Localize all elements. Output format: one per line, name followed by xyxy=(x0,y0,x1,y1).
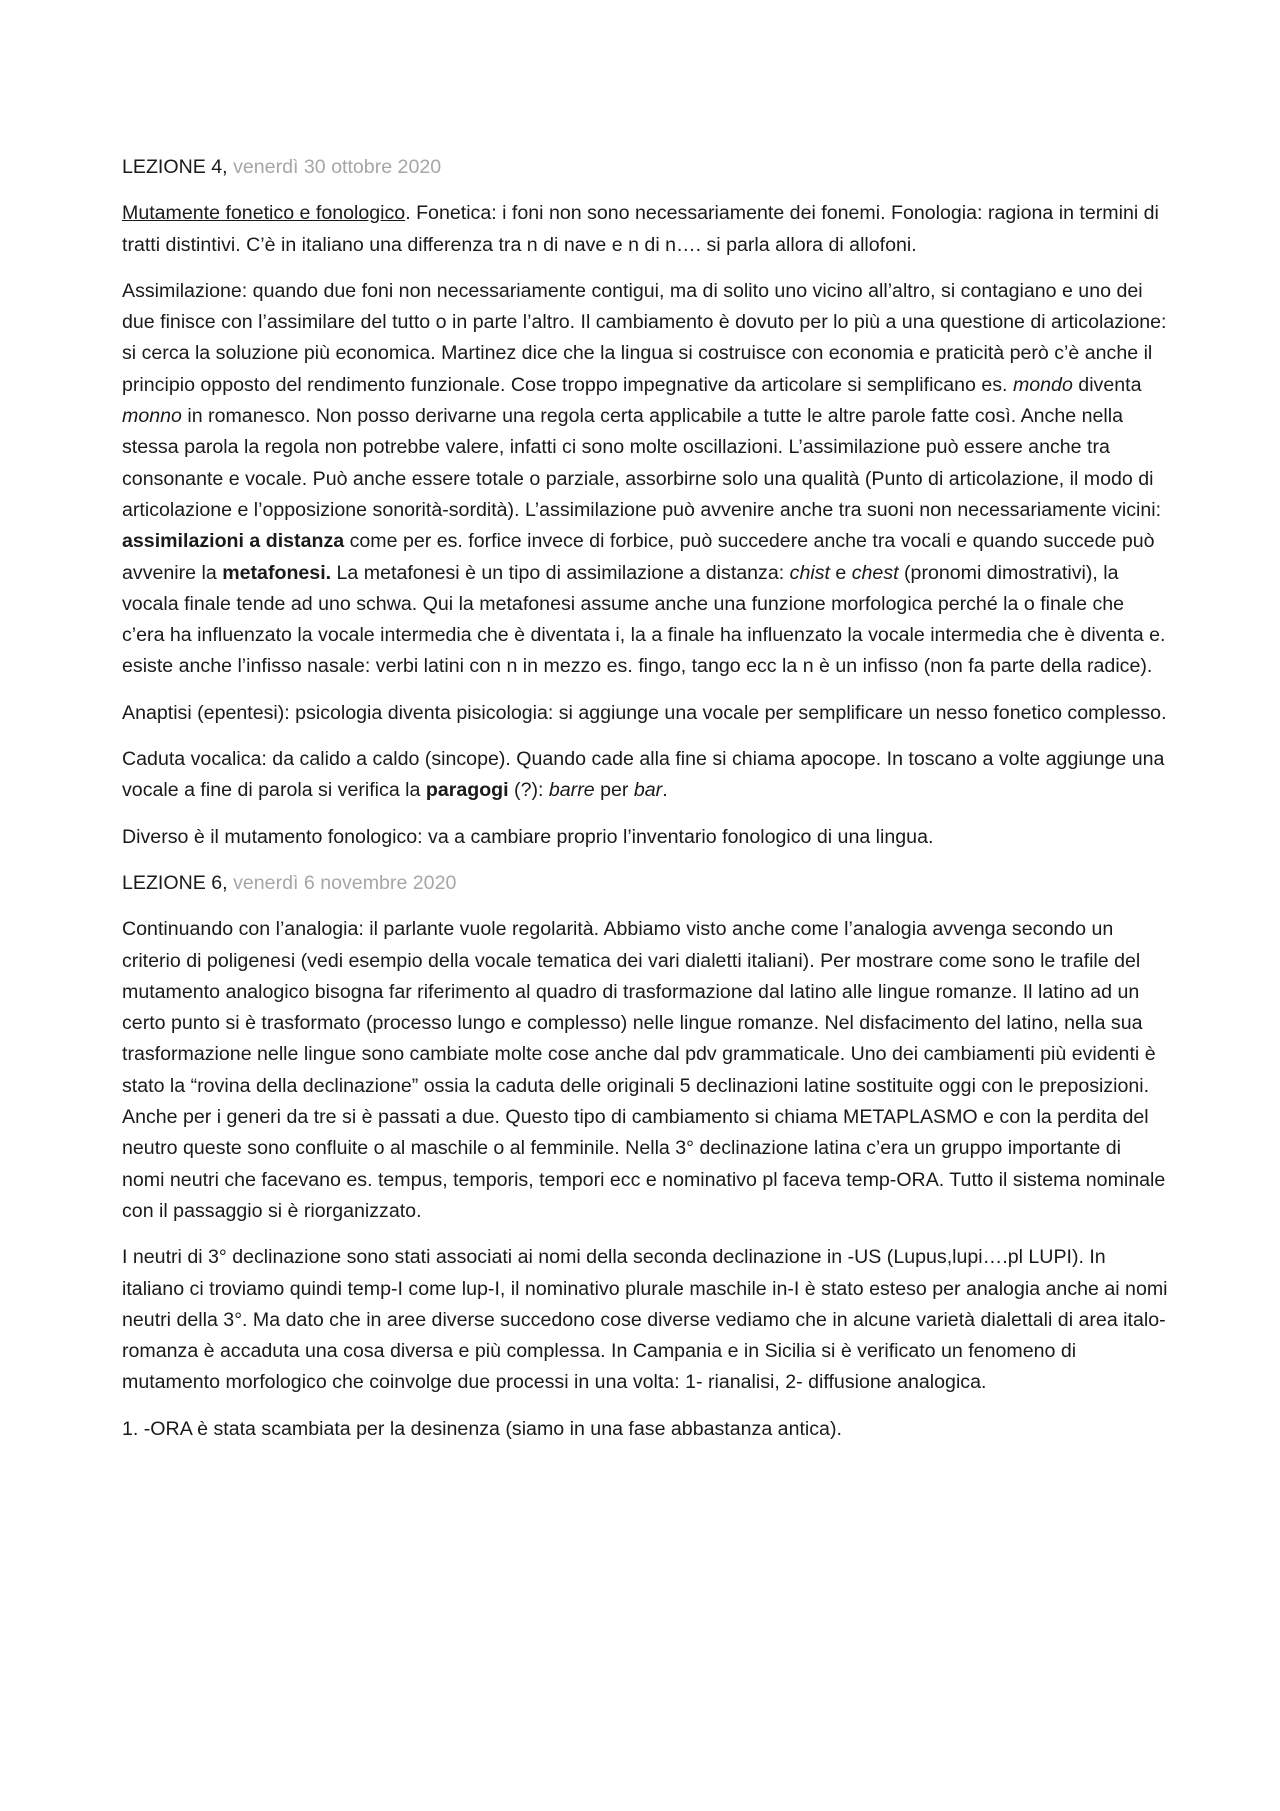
bold-term: assimilazioni a distanza xyxy=(122,530,345,553)
paragraph-caduta-vocalica xyxy=(122,744,1168,807)
lesson-4-heading xyxy=(122,152,1168,183)
bold-term: metafonesi. xyxy=(222,561,332,584)
text-run: (pronomi dimostrativi), la vocala finale tende ad uno schwa. Qui la metafonesi assume anche una funzione morfologica perché la o finale che c’era ha influenzato la vocale intermedia che è diventata i, la a finale ha influenzato la vocale intermedia che è diventa e. esiste anche l’infisso nasale: verbi latini con n in mezzo es. fingo, tango ecc la n è un infisso (non fa parte della radice). xyxy=(122,561,1166,678)
text-run: per xyxy=(594,779,634,802)
bold-term: paragogi xyxy=(425,779,509,802)
italic-term: chest xyxy=(851,561,899,584)
text-run: . xyxy=(662,779,668,802)
paragraph-neutri: I neutri di 3° declinazione sono stati associati ai nomi della seconda declinazione in -US (Lupus,lupi….pl LUPI). In italiano ci troviamo quindi temp-I come lup-I, il nominativo plurale maschile in-I è stato esteso per analogia anche ai nomi neutri della 3°. Ma dato che in aree diverse succedono cose diverse vediamo che in alcune varietà dialettali di area italo-romanza è accaduta una cosa diversa e più complessa. In Campania e in Sicilia si è verificato un fenomeno di mutamento morfologico che coinvolge due processi in una volta: 1- rianalisi, 2- diffusione analogica. xyxy=(122,1246,1168,1394)
italic-term: chist xyxy=(789,561,830,584)
text-run: Caduta vocalica: da calido a caldo (sincope). Quando cade alla fine si chiama apocope. In toscano a volte aggiunge una vocale a fine di parola si verifica la xyxy=(122,748,1165,802)
lesson-4-date: venerdì 30 ottobre 2020 xyxy=(233,156,442,178)
lesson-6-date: venerdì 6 novembre 2020 xyxy=(233,871,457,894)
italic-term: mondo xyxy=(1012,373,1073,396)
italic-term: bar xyxy=(633,779,663,802)
text-run: e xyxy=(829,561,852,584)
paragraph-assimilazione xyxy=(122,276,1168,683)
section-title-mutamento: Mutamente fonetico e fonologico xyxy=(122,202,406,225)
text-run: come per es. forfice invece di forbice, può succedere anche tra vocali e quando succede può avvenire la xyxy=(122,530,1155,584)
italic-term: monno xyxy=(122,405,182,428)
lesson-4-label: LEZIONE 4, xyxy=(122,156,228,178)
paragraph-anaptisi: Anaptisi (epentesi): psicologia diventa pisicologia: si aggiunge una vocale per semplificare un nesso fonetico complesso. xyxy=(122,701,1167,724)
paragraph-ora: 1. -ORA è stata scambiata per la desinenza (siamo in una fase abbastanza antica). xyxy=(122,1417,842,1440)
text-run: (?): xyxy=(508,779,549,802)
lesson-6-label: LEZIONE 6, xyxy=(122,871,228,894)
text-run: diventa xyxy=(1072,373,1142,396)
italic-term: barre xyxy=(548,779,595,802)
lesson-6-heading xyxy=(122,868,1168,899)
text-run: in romanesco. Non posso derivarne una regola certa applicabile a tutte le altre parole fatte così. Anche nella stessa parola la regola non potrebbe valere, infatti ci sono molte oscillazioni. L’assimilazione può essere anche tra consonante e vocale. Può anche essere totale o parziale, assorbirne solo una qualità (Punto di articolazione, il modo di articolazione e l’opposizione sonorità-sordità). L’assimilazione può avvenire anche tra suoni non necessariamente vicini: xyxy=(122,405,1162,521)
text-run: La metafonesi è un tipo di assimilazione a distanza: xyxy=(331,561,790,584)
paragraph-fonetica xyxy=(122,198,1168,261)
paragraph-mutamento-fonologico: Diverso è il mutamento fonologico: va a cambiare proprio l’inventario fonologico di una lingua. xyxy=(122,825,934,848)
document-body xyxy=(122,152,1168,1460)
text-run: Assimilazione: quando due foni non necessariamente contigui, ma di solito uno vicino all’altro, si contagiano e uno dei due finisce con l’assimilare del tutto o in parte l’altro. Il cambiamento è dovuto per lo più a una questione di articolazione: si cerca la soluzione più economica. Martinez dice che la lingua si costruisce con economia e praticità però c’è anche il principio opposto del rendimento funzionale. Cose troppo impegnative da articolare si semplificano es. xyxy=(122,279,1167,396)
paragraph-fonetica-text: . Fonetica: i foni non sono necessariamente dei fonemi. Fonologia: ragiona in termini di tratti distintivi. C’è in italiano una differenza tra n di nave e n di n…. si parla allora di allofoni. xyxy=(122,202,1159,256)
paragraph-analogia: Continuando con l’analogia: il parlante vuole regolarità. Abbiamo visto anche come l’analogia avvenga secondo un criterio di poligenesi (vedi esempio della vocale tematica dei vari dialetti italiani). Per mostrare come sono le trafile del mutamento analogico bisogna far riferimento al quadro di trasformazione dal latino alle lingue romanze. Il latino ad un certo punto si è trasformato (processo lungo e complesso) nelle lingue romanze. Nel disfacimento del latino, nella sua trasformazione nelle lingue sono cambiate molte cose anche dal pdv grammaticale. Uno dei cambiamenti più evidenti è stato la “rovina della declinazione” ossia la caduta delle originali 5 declinazioni latine sostituite oggi con le preposizioni. Anche per i generi da tre si è passati a due. Questo tipo di cambiamento si chiama METAPLASMO e con la perdita del neutro queste sono confluite o al maschile o al femminile. Nella 3° declinazione latina c’era un gruppo importante di nomi neutri che facevano es. tempus, temporis, tempori ecc e nominativo pl faceva temp-ORA. Tutto il sistema nominale con il passaggio si è riorganizzato. xyxy=(122,918,1166,1222)
